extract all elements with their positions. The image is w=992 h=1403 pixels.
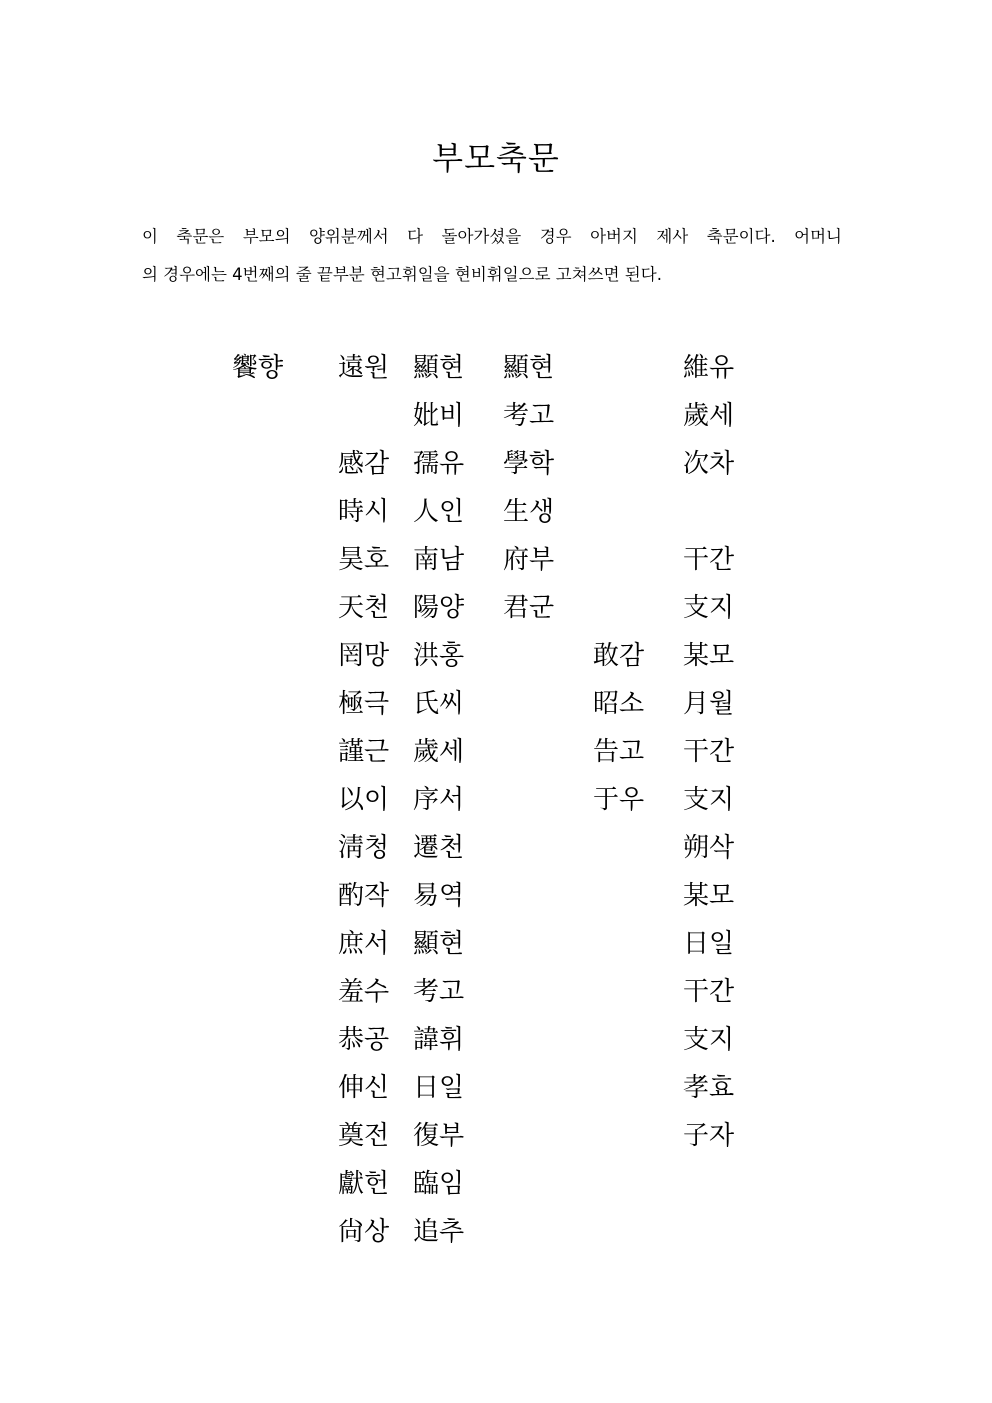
ritual-cell: 告고 (593, 737, 645, 767)
ritual-cell: 考고 (503, 401, 555, 431)
ritual-cell: 次차 (683, 449, 735, 479)
ritual-cell: 日일 (413, 1073, 465, 1103)
ritual-cell: 奠전 (338, 1121, 390, 1151)
ritual-column-1 (232, 344, 312, 392)
ritual-cell: 妣비 (413, 401, 465, 431)
ritual-cell: 顯현 (413, 929, 465, 959)
intro-line-1: 이 축문은 부모의 양위분께서 다 돌아가셨을 경우 아버지 제사 축문이다. 어머니 (142, 227, 842, 246)
ritual-cell: 謹근 (338, 737, 390, 767)
ritual-cell: 支지 (683, 785, 735, 815)
ritual-cell: 恭공 (338, 1025, 390, 1055)
ritual-cell: 陽양 (413, 593, 465, 623)
ritual-cell: 昊호 (338, 545, 390, 575)
ritual-cell: 某모 (683, 881, 735, 911)
ritual-cell: 干간 (683, 737, 735, 767)
ritual-cell: 顯현 (503, 353, 555, 383)
ritual-cell: 學학 (503, 449, 555, 479)
ritual-cell: 以이 (338, 785, 390, 815)
ritual-cell: 人인 (413, 497, 465, 527)
ritual-cell: 庶서 (338, 929, 390, 959)
ritual-cell: 復부 (413, 1121, 465, 1151)
ritual-cell: 伸신 (338, 1073, 390, 1103)
ritual-cell: 洪홍 (413, 641, 465, 671)
ritual-cell: 朔삭 (683, 833, 735, 863)
ritual-cell: 支지 (683, 593, 735, 623)
ritual-cell: 顯현 (413, 353, 465, 383)
ritual-cell: 考고 (413, 977, 465, 1007)
ritual-cell: 酌작 (338, 881, 390, 911)
ritual-cell: 尙상 (338, 1217, 390, 1247)
ritual-cell (593, 392, 673, 440)
ritual-cell: 歲세 (683, 401, 735, 431)
ritual-cell: 日일 (683, 929, 735, 959)
intro-line-2: 의 경우에는 4번째의 줄 끝부분 현고휘일을 현비휘일으로 고쳐쓰면 된다. (142, 265, 662, 284)
ritual-cell: 月월 (683, 689, 735, 719)
ritual-cell: 生생 (503, 497, 555, 527)
ritual-column-2 (338, 344, 418, 1256)
ritual-cell: 孝효 (683, 1073, 735, 1103)
ritual-cell: 干간 (683, 977, 735, 1007)
ritual-cell: 敢감 (593, 641, 645, 671)
ritual-cell: 臨임 (413, 1169, 465, 1199)
ritual-column-4 (503, 344, 583, 632)
ritual-cell: 諱휘 (413, 1025, 465, 1055)
ritual-cell (593, 536, 673, 584)
ritual-cell: 南남 (413, 545, 465, 575)
ritual-cell: 干간 (683, 545, 735, 575)
ritual-cell: 維유 (683, 353, 735, 383)
ritual-cell: 極극 (338, 689, 390, 719)
document-title: 부모축문 (432, 139, 560, 177)
ritual-cell: 遠원 (338, 353, 390, 383)
ritual-column-5 (593, 344, 673, 824)
ritual-cell: 支지 (683, 1025, 735, 1055)
ritual-cell: 孺유 (413, 449, 465, 479)
ritual-cell: 追추 (413, 1217, 465, 1247)
ritual-cell (593, 488, 673, 536)
ritual-cell: 君군 (503, 593, 555, 623)
ritual-cell: 天천 (338, 593, 390, 623)
ritual-cell: 易역 (413, 881, 465, 911)
ritual-cell (683, 488, 763, 536)
ritual-cell: 罔망 (338, 641, 390, 671)
ritual-cell: 獻헌 (338, 1169, 390, 1199)
ritual-cell: 歲세 (413, 737, 465, 767)
ritual-cell: 子자 (683, 1121, 735, 1151)
ritual-cell: 時시 (338, 497, 390, 527)
ritual-cell: 某모 (683, 641, 735, 671)
ritual-cell: 序서 (413, 785, 465, 815)
ritual-cell: 淸청 (338, 833, 390, 863)
ritual-cell (593, 584, 673, 632)
ritual-column-3 (413, 344, 493, 1256)
ritual-cell: 感감 (338, 449, 390, 479)
ritual-cell: 羞수 (338, 977, 390, 1007)
ritual-cell (338, 392, 418, 440)
ritual-cell: 氏씨 (413, 689, 465, 719)
ritual-column-6 (683, 344, 763, 1160)
ritual-cell: 府부 (503, 545, 555, 575)
ritual-cell: 于우 (593, 785, 645, 815)
ritual-cell (593, 344, 673, 392)
ritual-cell: 遷천 (413, 833, 465, 863)
ritual-cell: 昭소 (593, 689, 645, 719)
ritual-cell: 饗향 (232, 353, 284, 383)
ritual-cell (593, 440, 673, 488)
